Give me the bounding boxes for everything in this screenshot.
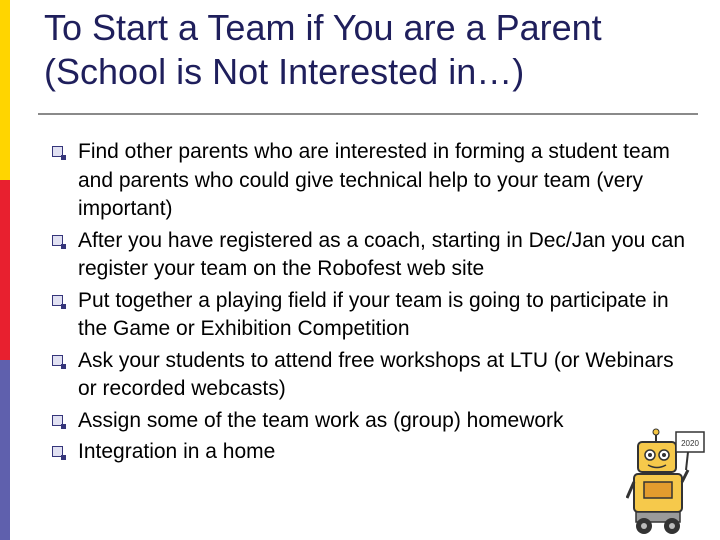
robot-mascot-icon [626, 428, 710, 536]
list-item-text: Assign some of the team work as (group) homework [78, 408, 564, 432]
square-bullet-icon [52, 446, 63, 457]
square-bullet-icon [52, 355, 63, 366]
bullet-list [48, 138, 688, 470]
robot-sign-text: 2020 [681, 439, 699, 448]
list-item [48, 438, 688, 467]
accent-stripe-yellow [0, 0, 10, 180]
list-item-text: Integration in a home [78, 440, 276, 463]
square-bullet-icon [52, 146, 63, 157]
accent-stripe-blue [0, 360, 10, 540]
list-item [48, 287, 688, 344]
list-item [48, 138, 688, 224]
title-divider [38, 113, 698, 115]
list-item [48, 407, 688, 436]
square-bullet-icon [52, 235, 63, 246]
list-item-text: Find other parents who are interested in forming a student team and parents who could give technical help to your team (very important) [78, 140, 670, 220]
list-item-text: Put together a playing field if your team is going to participate in the Game or Exhibition Competition [78, 288, 669, 340]
square-bullet-icon [52, 415, 63, 426]
slide-title-line-1: To Start a Team if You are a Parent [44, 7, 602, 48]
list-item-text: After you have registered as a coach, starting in Dec/Jan you can register your team on the Robofest web site [78, 228, 686, 280]
accent-stripe-red [0, 180, 10, 360]
slide-title-line-2: (School is Not Interested in…) [44, 51, 525, 92]
list-item [48, 227, 688, 284]
slide-title [44, 6, 704, 94]
list-item [48, 347, 688, 404]
list-item-text: Ask your students to attend free workshops at LTU (or Webinars or recorded webcasts) [78, 348, 674, 400]
square-bullet-icon [52, 295, 63, 306]
